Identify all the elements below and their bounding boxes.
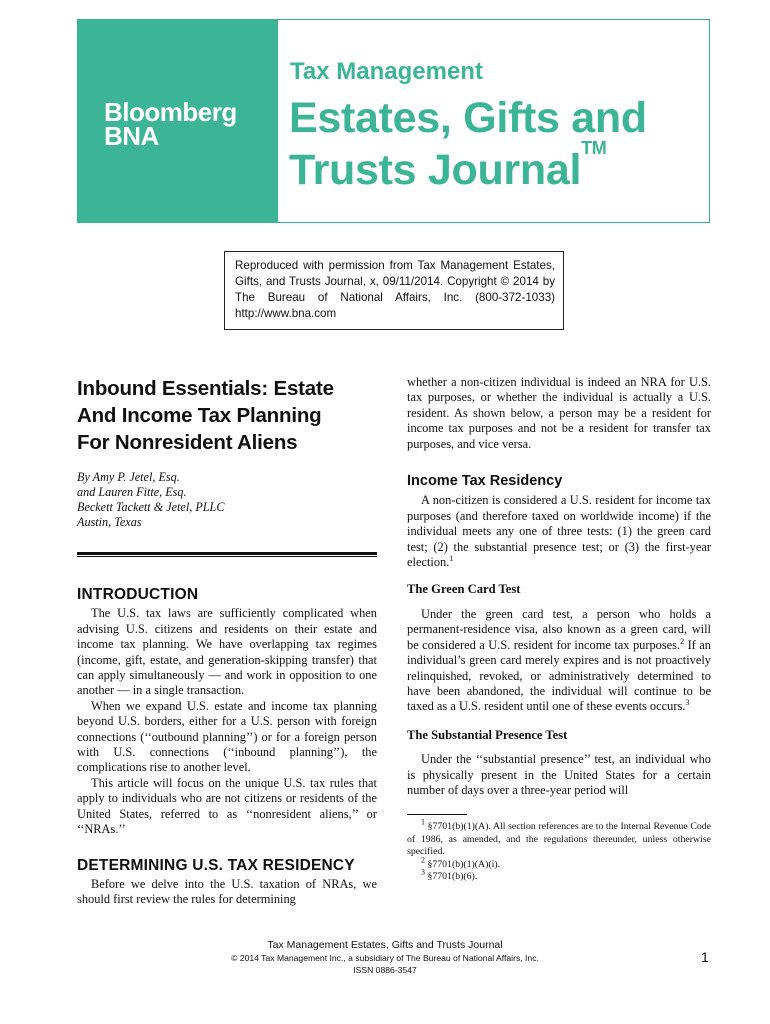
footer-issn: ISSN 0886-3547 [353,965,417,975]
bloomberg-bna-logo [78,20,278,222]
footnote-number: 2 [421,855,425,865]
residency-heading: DETERMINING U.S. TAX RESIDENCY [77,856,355,874]
series-name: Tax Management [290,58,483,85]
residency-paragraph: Before we delve into the U.S. taxation of NRAs, we should first review the rules for determining [77,876,377,907]
journal-title [289,92,699,196]
author-line: and Lauren Fitte, Esq. [77,485,187,499]
footnote-number: 3 [421,868,425,878]
footnote-divider [407,814,467,815]
footnote-ref-1: 1 [449,553,454,563]
footnote-text: §7701(b)(1)(A)(i). [427,858,501,870]
footer-journal-name: Tax Management Estates, Gifts and Trusts Journal [267,939,503,951]
green-card-text: Under the green card test, a person who holds a permanent-residence visa, also known as a green card, will be considered a U.S. resident for income tax purposes. [407,606,711,652]
right-column [407,375,711,884]
trademark-symbol: TM [581,138,607,158]
income-tax-paragraph [407,493,711,570]
author-line: By Amy P. Jetel, Esq. [77,470,180,484]
page-footer [0,939,770,976]
article-title-line-3: For Nonresident Aliens [77,431,298,454]
introduction-heading: INTRODUCTION [77,586,199,603]
logo-line-1: Bloomberg [104,97,237,127]
journal-title-line-2: Trusts Journal [289,146,582,194]
article-title-line-1: Inbound Essentials: Estate [77,377,334,400]
green-card-paragraph [407,607,711,715]
footer-copyright: © 2014 Tax Management Inc., a subsidiary of The Bureau of National Affairs, Inc. [231,953,539,963]
footnote [407,855,711,872]
article-title [77,375,377,456]
reproduction-notice: Reproduced with permission from Tax Management Estates, Gifts, and Trusts Journal, x, 09/11/2014. Copyright © 2014 by The Bureau of National Affairs, Inc. (800-372-1033) http://www.bna.com [224,251,564,330]
continued-paragraph: whether a non-citizen individual is indeed an NRA for U.S. tax purposes, or whether the individual is actually a U.S. resident. As shown below, a person may be a resident for income tax purposes and not be a resident for transfer tax purposes, and vice versa. [407,375,711,451]
green-card-text-cont: If an individual’s green card merely expires and is not proactively relinquished, revoked, or administratively determined to have been abandoned, the individual will continue to be taxed as a U.S. resident until one of these events occurs. [407,637,711,714]
income-tax-residency-heading: Income Tax Residency [407,473,563,490]
footnote [407,868,711,884]
intro-paragraph: When we expand U.S. estate and income tax planning beyond U.S. borders, either for a U.S. person with foreign connections (‘‘outbound planning’’) or for a foreign person with U.S. connections (‘‘inbound planning’’), the complications rise to another level. [77,698,377,775]
substantial-presence-paragraph: Under the ‘‘substantial presence’’ test, an individual who is physically present in the United States for a certain number of days over a three-year period will [407,752,711,797]
journal-title-line-1: Estates, Gifts and [289,94,647,142]
intro-paragraph: This article will focus on the unique U.S. tax rules that apply to individuals who are not citizens or residents of the United States, referred to as ‘‘nonresident aliens,’’ or ‘‘NRAs.’’ [77,775,377,837]
footnote-number: 1 [421,818,425,828]
author-byline [77,470,377,530]
footnotes [407,818,711,884]
logo-line-2: BNA [104,121,159,151]
masthead [77,19,710,223]
author-location: Austin, Texas [77,515,142,529]
author-firm: Beckett Tackett & Jetel, PLLC [77,500,225,514]
page-number: 1 [701,949,709,965]
green-card-heading: The Green Card Test [407,582,521,597]
intro-paragraph: The U.S. tax laws are sufficiently complicated when advising U.S. citizens and residents on their estate and income tax planning. We have overlapping tax regimes (income, gift, estate, and generation-skipping transfer) that can apply simultaneously — and work in opposition to one another — in a single transaction. [77,606,377,698]
income-tax-text: A non-citizen is considered a U.S. resident for income tax purposes (and therefore taxed on worldwide income) if the individual meets any one of three tests: (1) the green card test; (2) the substantial presence test; or (3) the first-year election. [407,493,711,570]
logo-text [104,97,237,151]
footnote [407,818,711,859]
footnote-ref-3: 3 [685,698,690,708]
article-title-line-2: And Income Tax Planning [77,404,322,427]
substantial-presence-heading: The Substantial Presence Test [407,727,568,742]
footnote-text: §7701(b)(6). [427,871,478,883]
left-column [77,375,377,908]
section-divider [77,552,377,557]
footnote-text: §7701(b)(1)(A). All section references are to the Internal Revenue Code of 1986, as amended, and the regulations thereunder, unless otherwise specified. [407,821,711,858]
footnote-ref-2: 2 [680,636,685,646]
